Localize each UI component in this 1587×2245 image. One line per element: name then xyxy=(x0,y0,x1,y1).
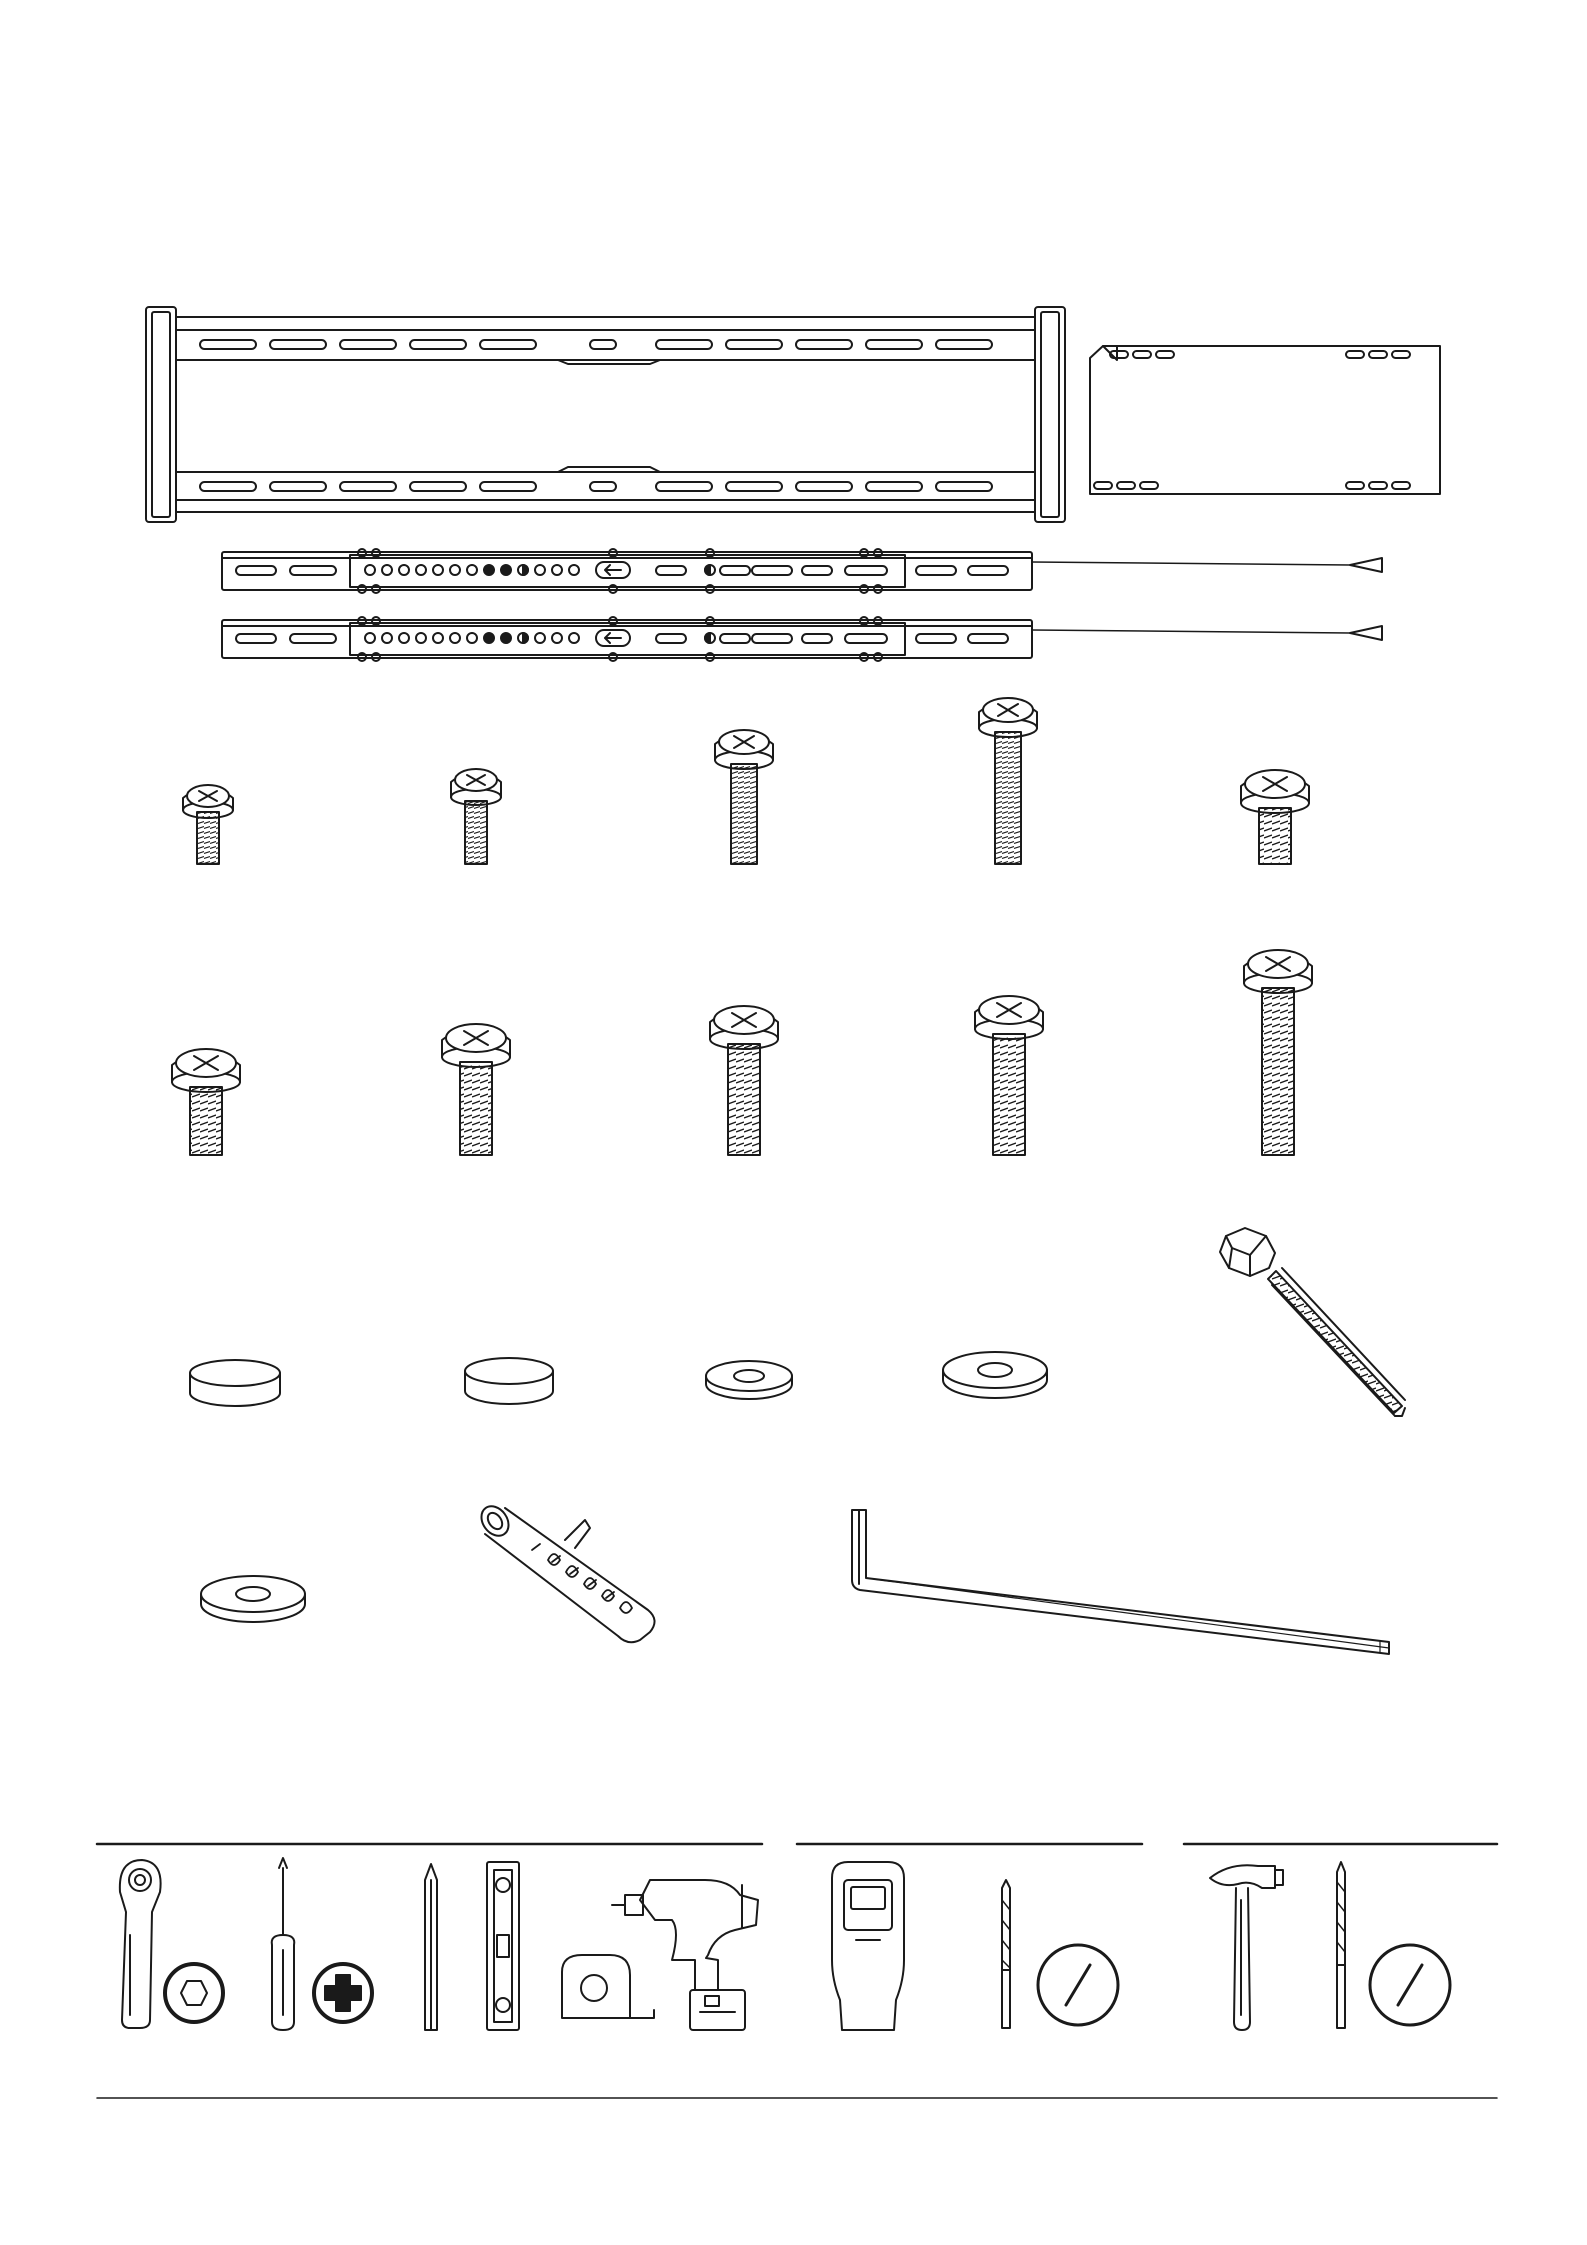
adjustable-arm-icon xyxy=(222,617,1382,661)
wall-anchor-icon xyxy=(476,1501,655,1642)
pan-head-screw-icon xyxy=(442,1024,510,1155)
washer-icon xyxy=(943,1352,1047,1398)
adjustable-arm-icon xyxy=(222,549,1382,593)
masonry-bit-icon xyxy=(1337,1862,1345,2028)
tape-measure-icon xyxy=(562,1955,654,2018)
pan-head-screw-icon xyxy=(451,769,501,864)
drill-bit-icon xyxy=(1002,1880,1010,2028)
screwdriver-icon xyxy=(272,1858,295,2030)
pan-head-screw-icon xyxy=(183,785,233,864)
hex-key-icon xyxy=(852,1510,1389,1654)
pan-head-screw-icon xyxy=(710,1006,778,1155)
hex-socket-icon xyxy=(165,1964,223,2022)
socket-wrench-icon xyxy=(120,1860,161,2028)
pencil-icon xyxy=(425,1864,437,2030)
pan-head-screw-icon xyxy=(1244,950,1312,1155)
power-drill-icon xyxy=(612,1880,758,2030)
pan-head-screw-icon xyxy=(975,996,1043,1155)
template-sheet-icon xyxy=(1090,346,1440,494)
pan-head-screw-icon xyxy=(172,1049,240,1155)
hammer-icon xyxy=(1210,1865,1283,2030)
lag-bolt-icon xyxy=(1220,1228,1405,1416)
drill-size-icon xyxy=(1370,1945,1450,2025)
spirit-level-icon xyxy=(487,1862,519,2030)
pan-head-screw-icon xyxy=(1241,770,1309,864)
drill-size-icon xyxy=(1038,1945,1118,2025)
spacer-icon xyxy=(190,1360,280,1406)
washer-icon xyxy=(706,1361,792,1399)
pan-head-screw-icon xyxy=(979,698,1037,864)
pan-head-screw-icon xyxy=(715,730,773,864)
wall-plate-icon xyxy=(146,307,1065,522)
phillips-bit-icon xyxy=(314,1964,372,2022)
washer-icon xyxy=(201,1576,305,1622)
stud-finder-icon xyxy=(832,1862,904,2030)
spacer-icon xyxy=(465,1358,553,1404)
